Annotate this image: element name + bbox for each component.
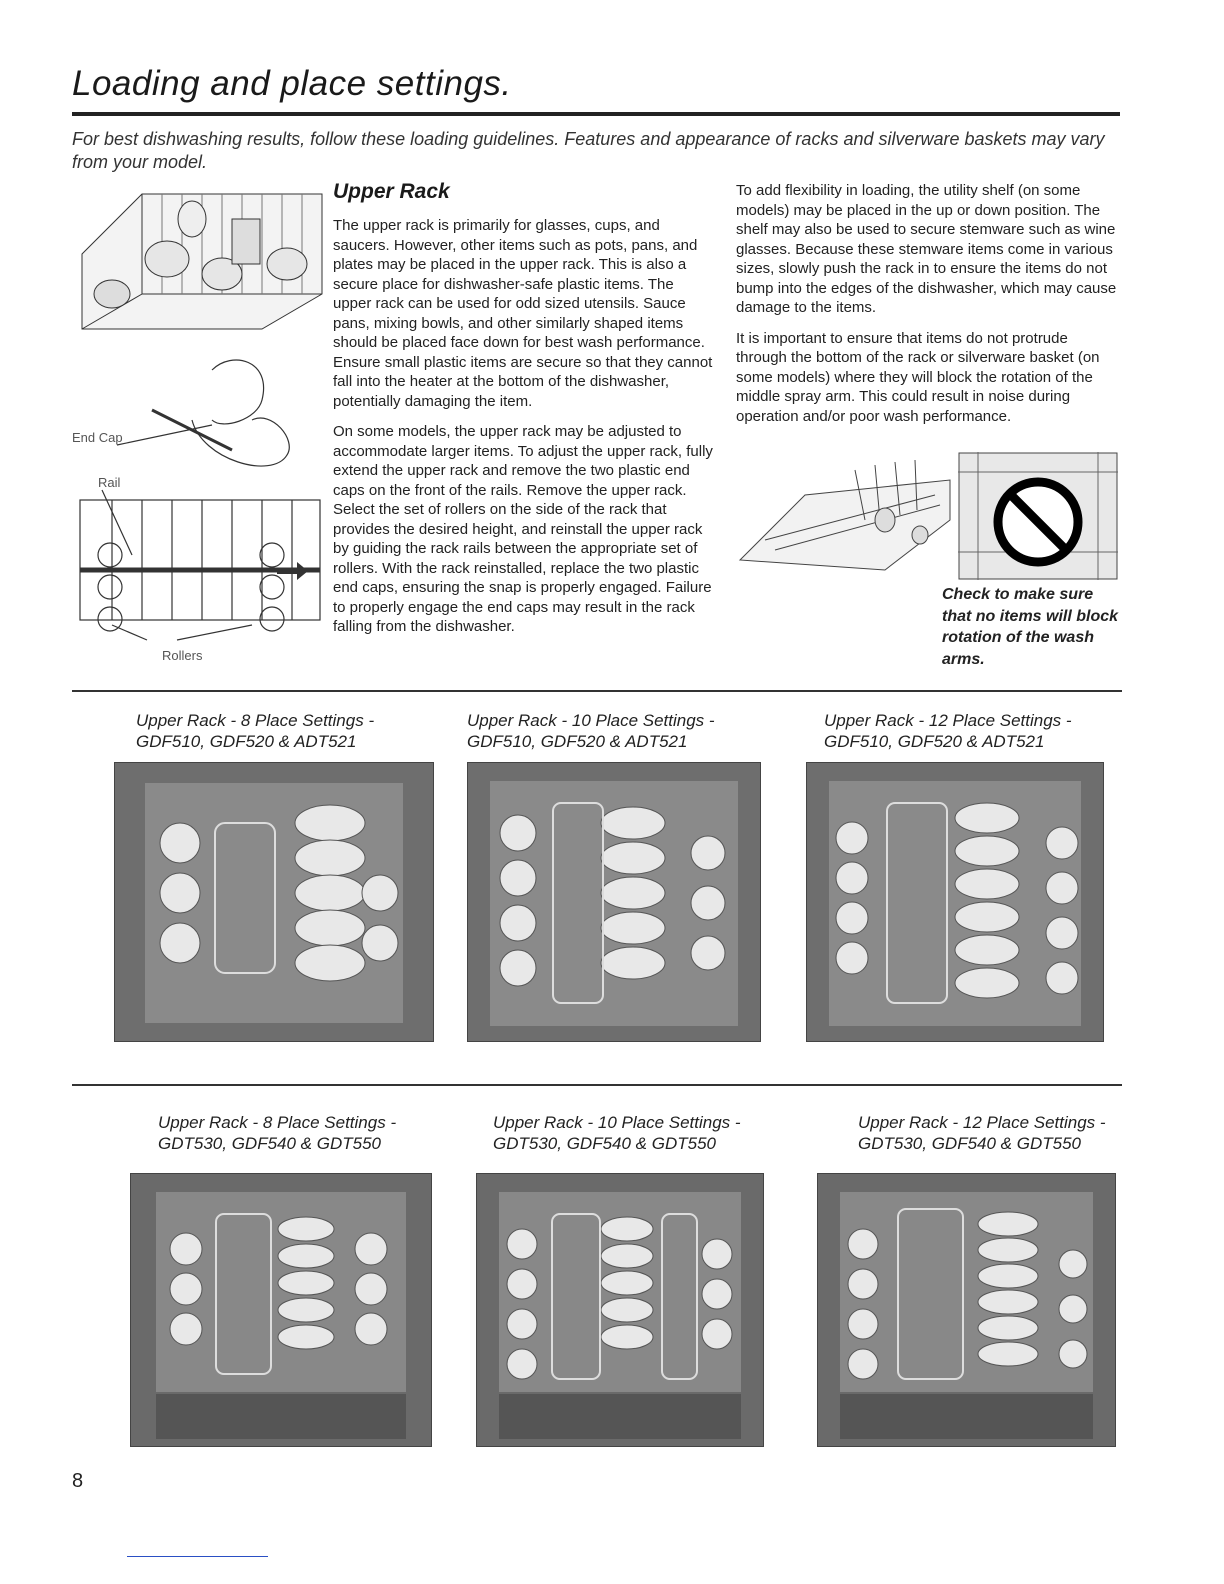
page-title: Loading and place settings. xyxy=(72,64,512,103)
caption-line-2: GDT530, GDF540 & GDT550 xyxy=(858,1134,1081,1153)
upper-rack-paragraph-4: It is important to ensure that items do not protrude through the bottom of the rack or silverware basket (on some models) where they will block the rotation of the middle spray arm. This could result in noise during operation and/or poor wash performance. xyxy=(736,329,1100,425)
upper-rack-column-1 xyxy=(333,216,713,637)
photo-caption-r1-3 xyxy=(824,710,1124,752)
utility-shelf-illustration xyxy=(735,450,955,580)
no-protrude-illustration xyxy=(958,452,1118,580)
photo-caption-r2-1 xyxy=(158,1112,458,1154)
photo-caption-r1-2 xyxy=(467,710,767,752)
section-divider-2 xyxy=(72,1084,1122,1086)
caption-line-1: Upper Rack - 12 Place Settings - xyxy=(824,711,1072,730)
wash-arm-caption: Check to make sure that no items will block rotation of the wash arms. xyxy=(942,586,1119,668)
caption-line-1: Upper Rack - 8 Place Settings - xyxy=(136,711,375,730)
upper-rack-paragraph-3: To add flexibility in loading, the utility shelf (on some models) may be placed in the up or down position. The shelf may also be used to secure stemware such as wine glasses. Because these stemware items come in various sizes, slowly push the rack in to ensure the items do not bump into the edges of the dishwasher, which may cause damage to the items. xyxy=(736,182,1117,316)
title-divider xyxy=(72,112,1120,116)
rack-photo-12-place-gdt xyxy=(817,1173,1116,1447)
caption-line-1: Upper Rack - 8 Place Settings - xyxy=(158,1113,397,1132)
section-divider-1 xyxy=(72,690,1122,692)
rack-photo-12-place-gdf xyxy=(806,762,1104,1042)
caption-line-2: GDF510, GDF520 & ADT521 xyxy=(467,732,688,751)
caption-line-1: Upper Rack - 10 Place Settings - xyxy=(467,711,715,730)
upper-rack-heading: Upper Rack xyxy=(333,180,450,203)
rollers-label: Rollers xyxy=(162,648,203,663)
photo-caption-r1-1 xyxy=(136,710,436,752)
intro-text: For best dishwashing results, follow these loading guidelines. Features and appearance of racks and silverware baskets may vary from your model. xyxy=(72,129,1105,172)
end-cap-label: End Cap xyxy=(72,430,123,445)
rack-adjuster-diagram xyxy=(72,340,332,670)
caption-line-2: GDT530, GDF540 & GDT550 xyxy=(158,1134,381,1153)
rack-photo-8-place-gdf xyxy=(114,762,434,1042)
upper-rack-paragraph-2: On some models, the upper rack may be adjusted to accommodate larger items. To adjust the upper rack, fully extend the upper rack and remove the two plastic end caps on the front of the rails. Remove the upper rack. Select the set of rollers on the side of the rack that provides the desired height, and reinstall the upper rack by guiding the rack rails between the appropriate set of rollers. With the rack reinstalled, replace the two plastic end caps, ensuring the snap is properly engaged. Failure to properly engage the end caps may result in the rack falling from the dishwasher. xyxy=(333,423,713,635)
rack-photo-10-place-gdt xyxy=(476,1173,764,1447)
rack-photo-10-place-gdf xyxy=(467,762,761,1042)
caption-line-2: GDF510, GDF520 & ADT521 xyxy=(136,732,357,751)
footer-line xyxy=(127,1556,268,1557)
caption-line-2: GDT530, GDF540 & GDT550 xyxy=(493,1134,716,1153)
caption-line-1: Upper Rack - 12 Place Settings - xyxy=(858,1113,1106,1132)
page-number: 8 xyxy=(72,1470,84,1492)
upper-rack-column-2 xyxy=(736,181,1121,426)
photo-caption-r2-2 xyxy=(493,1112,793,1154)
rail-label: Rail xyxy=(98,475,121,490)
upper-rack-paragraph-1: The upper rack is primarily for glasses, cups, and saucers. However, other items such as pots, pans, and plates may be placed in the upper rack. This is also a secure place for dishwasher-safe plastic items. The upper rack can be used for odd sized utensils. Sauce pans, mixing bowls, and other similarly shaped items should be placed face down for best wash performance. Ensure small plastic items are secure so that they cannot fall into the heater at the bottom of the dishwasher, potentially damaging the item. xyxy=(333,217,713,410)
caption-line-1: Upper Rack - 10 Place Settings - xyxy=(493,1113,741,1132)
upper-rack-illustration xyxy=(72,184,332,334)
photo-caption-r2-3 xyxy=(858,1112,1158,1154)
rack-photo-8-place-gdt xyxy=(130,1173,432,1447)
caption-line-2: GDF510, GDF520 & ADT521 xyxy=(824,732,1045,751)
